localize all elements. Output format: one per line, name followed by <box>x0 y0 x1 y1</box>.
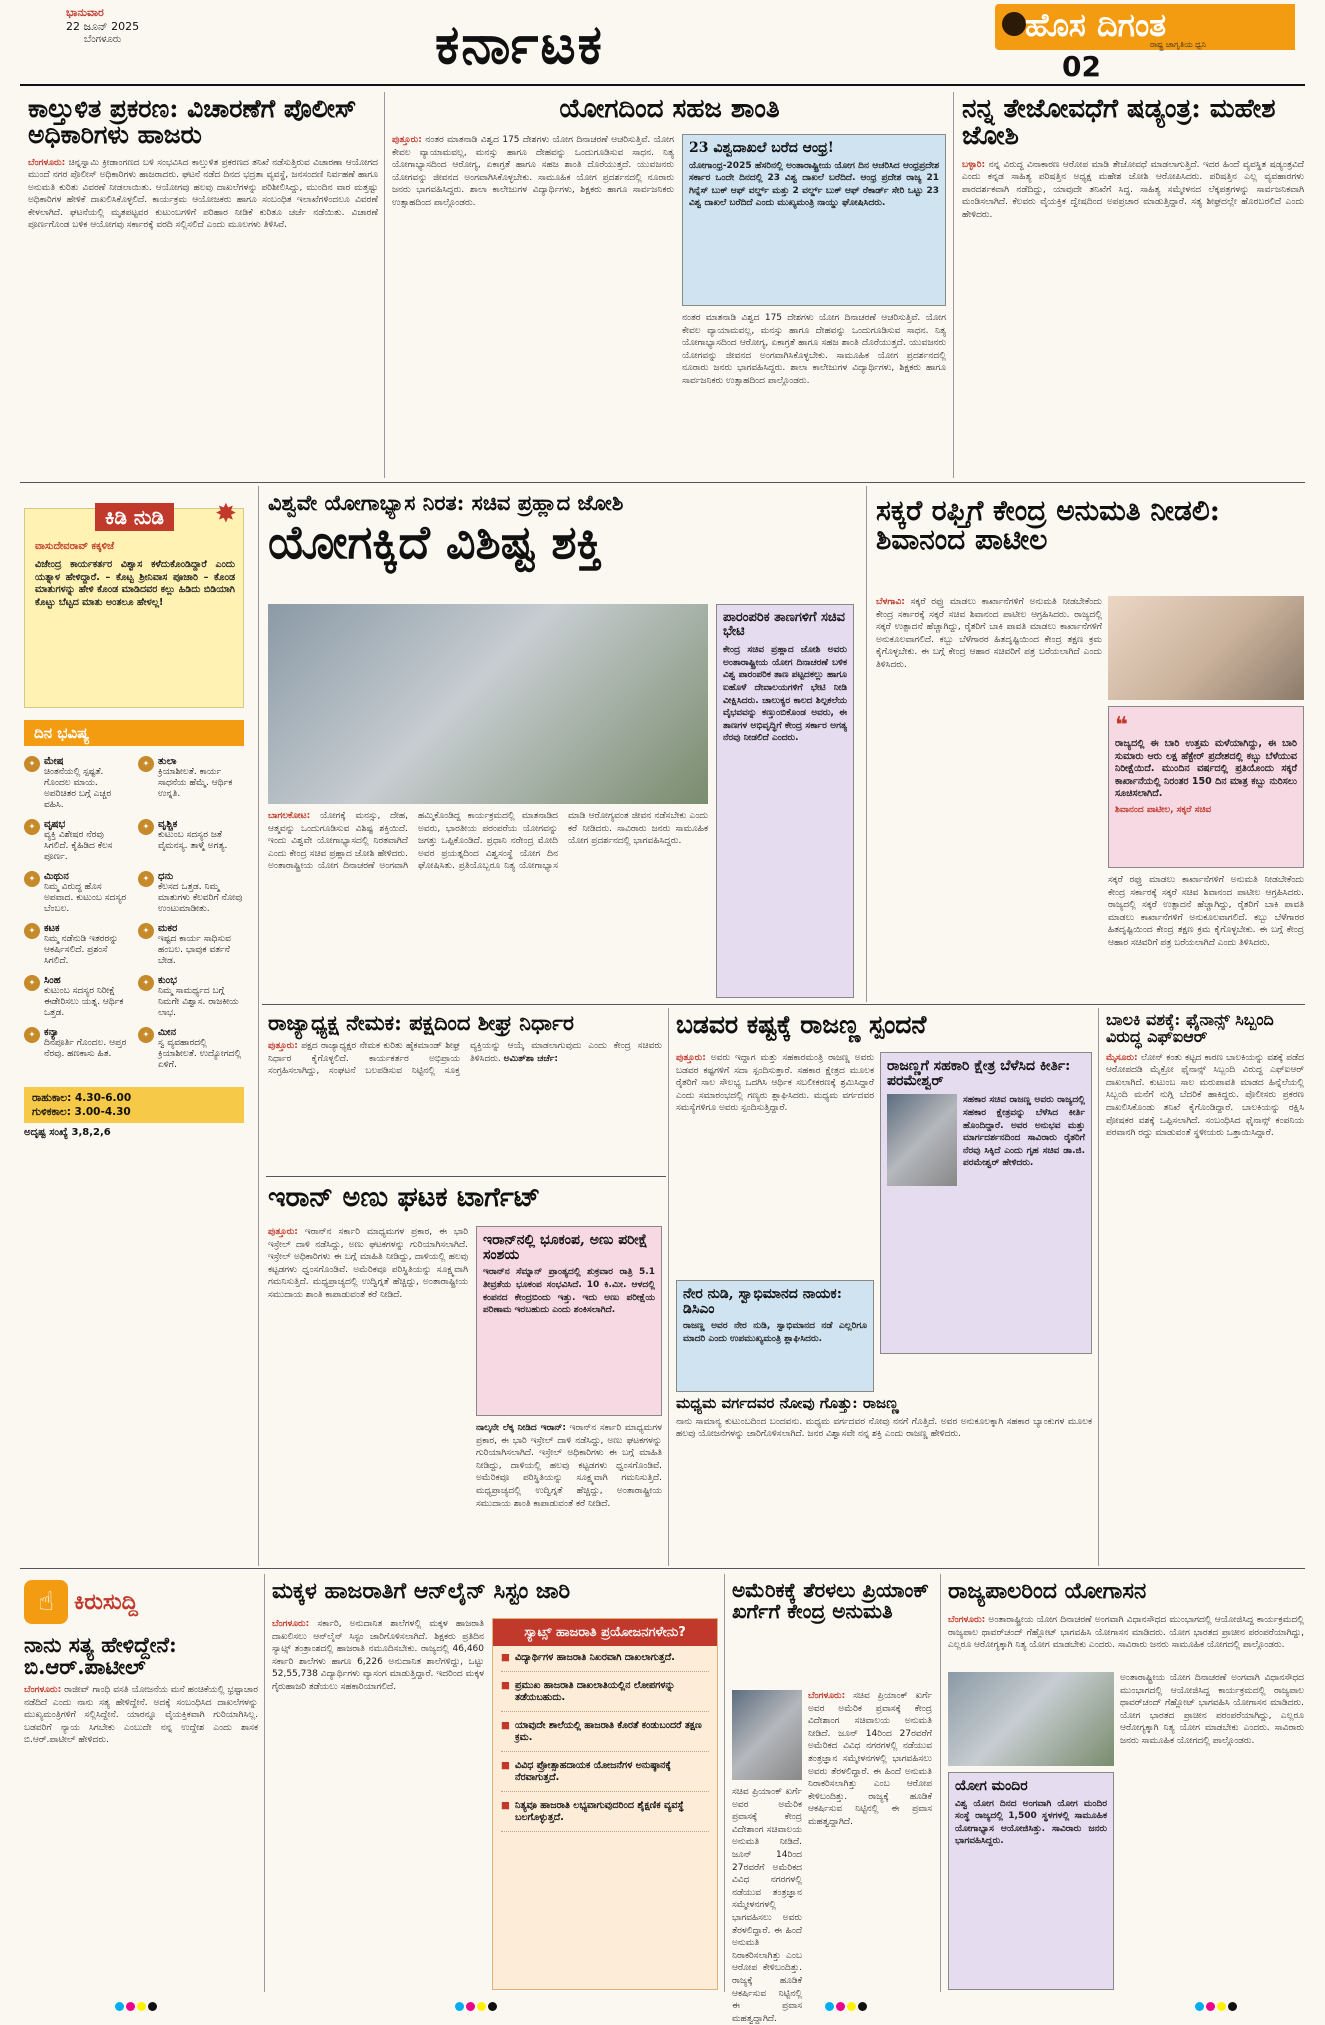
yoga-mandir-box <box>948 1772 1114 1990</box>
sign-text <box>44 975 130 1019</box>
box-body: ಸಹಕಾರ ಸಚಿವ ರಾಜಣ್ಣ ಅವರು ರಾಜ್ಯದಲ್ಲಿ ಸಹಕಾರ ಕ್ಷೇತ್ರವನ್ನು ಬೆಳೆಸಿದ ಕೀರ್ತಿ ಹೊಂದಿದ್ದಾರೆ. ಅವರ ಅನುಭವ ಮತ್ತು ಮಾರ್ಗದರ್ಶನದಿಂದ ಸಾವಿರಾರು ರೈತರಿಗೆ ನೆರವು ಸಿಕ್ಕಿದೆ ಎಂದು ಗೃಹ ಸಚಿವ ಡಾ.ಜಿ. ಪರಮೇಶ್ವರ್ ಹೇಳಿದರು. <box>963 1095 1085 1169</box>
divider <box>940 1574 941 1992</box>
article-body <box>28 157 378 471</box>
article-body <box>1106 1052 1304 1552</box>
body-text: ಚಿನ್ನಸ್ವಾಮಿ ಕ್ರೀಡಾಂಗಣದ ಬಳಿ ಸಂಭವಿಸಿದ ಕಾಲ್ತುಳಿತ ಪ್ರಕರಣದ ತನಿಖೆ ನಡೆಸುತ್ತಿರುವ ವಿಚಾರಣಾ ಆಯೋಗದ ಮುಂದೆ ನಗರ ಪೊಲೀಸ್ ಅಧಿಕಾರಿಗಳು ಹಾಜರಾದರು. ಘಟನೆ ನಡೆದ ದಿನದ ಭದ್ರತಾ ವ್ಯವಸ್ಥೆ, ಜನಸಂದಣಿ ನಿರ್ವಹಣೆ ಹಾಗೂ ಅನುಮತಿ ಕುರಿತು ವಿವರಣೆ ನೀಡಲಾಯಿತು. ಆಯೋಗವು ಹಲವು ದಾಖಲೆಗಳನ್ನು ಪರಿಶೀಲಿಸಿದ್ದು, ಮುಂದಿನ ವಾರ ಮತ್ತಷ್ಟು ಅಧಿಕಾರಿಗಳ ಹೇಳಿಕೆ ದಾಖಲಿಸಿಕೊಳ್ಳಲಿದೆ. ಕಾರ್ಯಕ್ರಮ ಆಯೋಜಕರು ಹಾಗೂ ಸಂಬಂಧಿತ ಇಲಾಖೆಗಳಿಂದಲೂ ವಿವರಣೆ ಕೇಳಲಾಗಿದೆ. ಘಟನೆಯಲ್ಲಿ ಮೃತಪಟ್ಟವರ ಕುಟುಂಬಗಳಿಗೆ ಪರಿಹಾರ ನೀಡಿಕೆ ಕುರಿತೂ ಚರ್ಚೆ ನಡೆಯಿತು. ವಿಚಾರಣೆ ಪೂರ್ಣಗೊಂಡ ಬಳಿಕ ಆಯೋಗವು ಸರ್ಕಾರಕ್ಕೆ ವರದಿ ಸಲ್ಲಿಸಲಿದೆ ಎಂದು ಮೂಲಗಳು ತಿಳಿಸಿವೆ. <box>28 157 378 231</box>
gulikakala: ಗುಳಿಕಕಾಲ: 3.00-4.30 <box>32 1106 131 1118</box>
body-text: ನನ್ನ ವಿರುದ್ಧ ವಿನಾಕಾರಣ ಆರೋಪ ಮಾಡಿ ತೇಜೋವಧೆ ಮಾಡಲಾಗುತ್ತಿದೆ. ಇದರ ಹಿಂದೆ ವ್ಯವಸ್ಥಿತ ಷಡ್ಯಂತ್ರವಿದೆ ಎಂದು ಕನ್ನಡ ಸಾಹಿತ್ಯ ಪರಿಷತ್ತಿನ ಅಧ್ಯಕ್ಷ ಮಹೇಶ ಜೋಶಿ ಆರೋಪಿಸಿದರು. ಪರಿಷತ್ತಿನ ಎಲ್ಲ ವ್ಯವಹಾರಗಳು ಪಾರದರ್ಶಕವಾಗಿ ನಡೆದಿದ್ದು, ಯಾವುದೇ ತನಿಖೆಗೆ ಸಿದ್ಧ. ಸಾಹಿತ್ಯ ಸಮ್ಮೇಳನದ ಲೆಕ್ಕಪತ್ರಗಳನ್ನು ಸಾರ್ವಜನಿಕವಾಗಿ ಮಂಡಿಸಲಾಗಿದೆ. ಕೆಲವರು ವೈಯಕ್ತಿಕ ದ್ವೇಷದಿಂದ ಅಪಪ್ರಚಾರ ಮಾಡುತ್ತಿದ್ದಾರೆ. ಸತ್ಯ ಶೀಘ್ರದಲ್ಲೇ ಹೊರಬರಲಿದೆ ಎಂದು ಹೇಳಿದರು. <box>962 159 1304 220</box>
sign-name: ಸಿಂಹ <box>44 975 61 986</box>
article-body <box>962 159 1304 459</box>
kidi-nudi-body: ವಿಜೇಂದ್ರ ಕಾರ್ಯಕರ್ತರ ವಿಶ್ವಾಸ ಕಳೆದುಕೊಂಡಿದ್ದಾರೆ ಎಂದು ಯತ್ನಾಳ ಹೇಳಿದ್ದಾರೆ. – ಕೊಟ್ಟ ಶ್ರೀನಿವಾಸ ಪೂಜಾರಿ – ಕೊಂಡ ಮಾತುಗಳನ್ನು ಹೇಳಿ ಕೊಂಡ ಮಾಡಿದವರ ಕಲ್ಲು ಹಿಡಿದು ಬಿಡಿಯಾಗಿ ಕೊಟ್ಟು ಬೆಟ್ಟದ ಮಾತು ಅಂತಲೂ ಹೇಳಲ್ಲ! <box>35 559 235 608</box>
magenta-dot <box>836 2002 845 2011</box>
horoscope-sign <box>24 819 130 863</box>
article-child <box>1106 1012 1304 1552</box>
headline: ರಾಜ್ಯಾಧ್ಯಕ್ಷ ನೇಮಕ: ಪಕ್ಷದಿಂದ ಶೀಘ್ರ ನಿರ್ಧಾರ <box>268 1010 574 1035</box>
check-icon: ■ <box>501 1799 510 1811</box>
sign-text <box>44 923 130 967</box>
quote-icon: ❝ <box>1115 713 1128 738</box>
dateline: ಪುತ್ತೂರು: <box>392 135 422 145</box>
benefit-item <box>501 1680 709 1712</box>
dateline: ಬೆಂಗಳೂರು: <box>948 1615 986 1625</box>
horoscope-panel <box>24 720 244 1540</box>
sign-forecast: ವ್ಯಕ್ತಿ ವಿಶೇಷರ ನೆರವು ಸಿಗಲಿದೆ. ಕೈಹಿಡಿದ ಕೆಲಸ ಪೂರ್ಣ. <box>44 830 113 862</box>
benefit-text: ಯಾವುದೇ ಶಾಲೆಯಲ್ಲಿ ಹಾಜರಾತಿ ಕೊರತೆ ಕಂಡುಬಂದರೆ ತಕ್ಷಣ ಕ್ರಮ. <box>514 1719 702 1743</box>
paper-tagline: ರಾಷ್ಟ್ರ ಜಾಗೃತಿಯ ಧ್ವನಿ <box>1150 40 1207 49</box>
cyan-dot <box>825 2002 834 2011</box>
zodiac-icon: ✦ <box>138 923 154 939</box>
article-body <box>268 1226 468 1546</box>
sign-forecast: ಚಿಂತನೆಯಲ್ಲಿ ಸ್ಪಷ್ಟತೆ. ಗೊಂದಲ ಮಾಯ. ಅಪರಿಚಿತರ ಬಗ್ಗೆ ಎಚ್ಚರ ವಹಿಸಿ. <box>44 767 112 810</box>
zodiac-icon: ✦ <box>138 756 154 772</box>
check-icon: ■ <box>501 1679 510 1691</box>
headline: ರಾಜ್ಯಪಾಲರಿಂದ ಯೋಗಾಸನ <box>948 1578 1147 1604</box>
headline: ಸಕ್ಕರೆ ರಫ್ತಿಗೆ ಕೇಂದ್ರ ಅನುಮತಿ ನೀಡಲಿ: ಶಿವಾನಂದ ಪಾಟೀಲ <box>876 494 1221 557</box>
body-text: ಲೋನ್ ಕಂತು ಕಟ್ಟದ ಕಾರಣ ಬಾಲಕಿಯನ್ನು ವಶಕ್ಕೆ ಪಡೆದ ಆರೋಪದಡಿ ಮೈಕ್ರೋ ಫೈನಾನ್ಸ್ ಸಿಬ್ಬಂದಿ ವಿರುದ್ಧ ಎಫ್‌ಐಆರ್ ದಾಖಲಾಗಿದೆ. ಕುಟುಂಬ ಸಾಲ ಮರುಪಾವತಿ ಮಾಡದ ಹಿನ್ನೆಲೆಯಲ್ಲಿ ಸಿಬ್ಬಂದಿ ಮನೆಗೆ ನುಗ್ಗಿ ಬೆದರಿಕೆ ಹಾಕಿದ್ದರು. ಪೊಲೀಸರು ಪ್ರಕರಣ ದಾಖಲಿಸಿಕೊಂಡು ತನಿಖೆ ಕೈಗೊಂಡಿದ್ದಾರೆ. ಬಾಲಕಿಯನ್ನು ರಕ್ಷಿಸಿ ಪೋಷಕರ ವಶಕ್ಕೆ ಒಪ್ಪಿಸಲಾಗಿದೆ. ಸಂಬಂಧಿಸಿದ ಫೈನಾನ್ಸ್ ಕಂಪನಿಯ ಪರವಾನಗಿ ರದ್ದು ಮಾಡುವಂತೆ ಸ್ಥಳೀಯರು ಒತ್ತಾಯಿಸಿದ್ದಾರೆ. <box>1106 1052 1304 1139</box>
header-date-block <box>66 6 176 34</box>
black-dot <box>1228 2002 1237 2011</box>
box-title: ಯೋಗ ಮಂದಿರ <box>955 1778 1028 1794</box>
section-title: ಕಿರುಸುದ್ದಿ <box>74 1589 138 1615</box>
article-body <box>948 1614 1304 1668</box>
quote-author: ಶಿವಾನಂದ ಪಾಟೀಲ, ಸಕ್ಕರೆ ಸಚಿವ <box>1115 804 1212 815</box>
sign-forecast: ನಿಮ್ಮ ಸಾಮರ್ಥ್ಯದ ಬಗ್ಗೆ ನಿಮಗೇ ವಿಶ್ವಾಸ. ರಾಜಕೀಯ ಲಾಭ. <box>158 986 239 1018</box>
benefit-text: ನಿತ್ಯವೂ ಹಾಜರಾತಿ ಲಭ್ಯವಾಗುವುದರಿಂದ ಶೈಕ್ಷಣಿಕ ವ್ಯವಸ್ಥೆ ಬಲಗೊಳ್ಳುತ್ತದೆ. <box>514 1799 684 1823</box>
divider <box>258 486 259 1566</box>
sign-name: ಧನು <box>158 871 174 882</box>
box-title: ಇರಾನ್‌ನಲ್ಲಿ ಭೂಕಂಪ, ಅಣು ಪರೀಕ್ಷೆ ಸಂಶಯ <box>483 1232 648 1263</box>
dateline: ಪುತ್ತೂರು: <box>268 1227 298 1237</box>
article-middle-class <box>676 1396 1092 1542</box>
divider <box>724 1574 725 1992</box>
cyan-dot <box>455 2002 464 2011</box>
sign-name: ಮೀನ <box>158 1027 176 1038</box>
sign-forecast: ಕುಟುಂಬ ಸದಸ್ಯರ ನಿರೀಕ್ಷೆ ಈಡೇರಿಸಲು ಯತ್ನ. ಆರ್ಥಿಕ ಒತ್ತಡ. <box>44 986 124 1018</box>
row-rule <box>266 1176 666 1177</box>
body-text: ಅವರು ಇದ್ದಾಗ ಮತ್ತು ಸಹಕಾರಮಂತ್ರಿ ರಾಜಣ್ಣ ಅವರು ಬಡವರ ಕಷ್ಟಗಳಿಗೆ ಸದಾ ಸ್ಪಂದಿಸುತ್ತಾರೆ. ಸಹಕಾರ ಕ್ಷೇತ್ರದ ಮೂಲಕ ರೈತರಿಗೆ ಸಾಲ ಸೌಲಭ್ಯ ಒದಗಿಸಿ ಆರ್ಥಿಕ ಸಬಲೀಕರಣಕ್ಕೆ ಶ್ರಮಿಸಿದ್ದಾರೆ ಎಂದು ಸಮಾರಂಭದಲ್ಲಿ ಗಣ್ಯರು ಶ್ಲಾಘಿಸಿದರು. ಮಧ್ಯಮ ವರ್ಗದವರ ಸಮಸ್ಯೆಗಳಿಗೂ ಅವರು ಸ್ಪಂದಿಸುತ್ತಿದ್ದಾರೆ. <box>676 1053 874 1114</box>
sign-forecast: ಕ್ರಿಯಾಶೀಲತೆ. ಕಾರ್ಯ ಸಾಧನೆಯ ಹೆಮ್ಮೆ. ಆರ್ಥಿಕ ಉನ್ನತಿ. <box>158 767 233 799</box>
subheadline: ಮಧ್ಯಮ ವರ್ಗದವರ ನೋವು ಗೊತ್ತು: ರಾಜಣ್ಣ <box>676 1394 899 1412</box>
sign-text <box>44 819 130 863</box>
cyan-dot <box>1195 2002 1204 2011</box>
sign-name: ವೃಷಭ <box>44 819 66 830</box>
article-body <box>268 810 708 1000</box>
header-day: ಭಾನುವಾರ <box>66 6 104 19</box>
body-text: ಯೋಗಕ್ಕೆ ಮನಸ್ಸು, ದೇಹ, ಆತ್ಮವನ್ನು ಒಂದುಗೂಡಿಸುವ ವಿಶಿಷ್ಟ ಶಕ್ತಿಯಿದೆ. ಇಂದು ವಿಶ್ವವೇ ಯೋಗಾಭ್ಯಾಸದಲ್ಲಿ ನಿರತವಾಗಿದೆ ಎಂದು ಕೇಂದ್ರ ಸಚಿವ ಪ್ರಹ್ಲಾದ ಜೋಶಿ ಹೇಳಿದರು. ಅಂತಾರಾಷ್ಟ್ರೀಯ ಯೋಗ ದಿನಾಚರಣೆ ಅಂಗವಾಗಿ ಹಮ್ಮಿಕೊಂಡಿದ್ದ ಕಾರ್ಯಕ್ರಮದಲ್ಲಿ ಮಾತನಾಡಿದ ಅವರು, ಭಾರತೀಯ ಪರಂಪರೆಯ ಯೋಗವನ್ನು ಜಗತ್ತು ಒಪ್ಪಿಕೊಂಡಿದೆ. ಪ್ರಧಾನಿ ನರೇಂದ್ರ ಮೋದಿ ಅವರ ಪ್ರಯತ್ನದಿಂದ ವಿಶ್ವಸಂಸ್ಥೆ ಯೋಗ ದಿನ ಘೋಷಿಸಿತು. ಪ್ರತಿಯೊಬ್ಬರೂ ನಿತ್ಯ ಯೋಗಾಭ್ಯಾಸ ಮಾಡಿ ಆರೋಗ್ಯವಂತ ಜೀವನ ನಡೆಸಬೇಕು ಎಂದು ಕರೆ ನೀಡಿದರು. ಸಾವಿರಾರು ಜನರು ಸಾಮೂಹಿಕ ಯೋಗ ಪ್ರದರ್ಶನದಲ್ಲಿ ಭಾಗವಹಿಸಿದ್ದರು. <box>268 811 708 872</box>
article-joshi <box>962 96 1304 459</box>
body-text: ಇರಾನ್‌ನ ಸರ್ಕಾರಿ ಮಾಧ್ಯಮಗಳ ಪ್ರಕಾರ, ಈ ಭಾರಿ ಇಸ್ರೇಲ್ ದಾಳಿ ನಡೆಸಿದ್ದು, ಅಣು ಘಟಕಗಳನ್ನು ಗುರಿಯಾಗಿಸಲಾಗಿದೆ. ಇಸ್ರೇಲ್ ಅಧಿಕಾರಿಗಳು ಈ ಬಗ್ಗೆ ಮಾಹಿತಿ ನೀಡಿದ್ದು, ದಾಳಿಯಲ್ಲಿ ಹಲವು ಕಟ್ಟಡಗಳು ಧ್ವಂಸಗೊಂಡಿವೆ. ಅಮೆರಿಕವೂ ಪರಿಸ್ಥಿತಿಯನ್ನು ಸೂಕ್ಷ್ಮವಾಗಿ ಗಮನಿಸುತ್ತಿದೆ. ಮಧ್ಯಪ್ರಾಚ್ಯದಲ್ಲಿ ಉದ್ವಿಗ್ನತೆ ಹೆಚ್ಚಿದ್ದು, ಅಂತಾರಾಷ್ಟ್ರೀಯ ಸಮುದಾಯ ಶಾಂತಿ ಕಾಪಾಡುವಂತೆ ಕರೆ ನೀಡಿದೆ. <box>268 1227 468 1300</box>
kharge-photo <box>732 1690 802 1780</box>
horoscope-title: ದಿನ ಭವಿಷ್ಯ <box>24 720 244 746</box>
headline: ಮಕ್ಕಳ ಹಾಜರಾತಿಗೆ ಆನ್‌ಲೈನ್ ಸಿಸ್ಟಂ ಜಾರಿ <box>272 1578 571 1604</box>
headline: ಕಾಲ್ತುಳಿತ ಪ್ರಕರಣ: ವಿಚಾರಣೆಗೆ ಪೊಲೀಸ್ ಅಧಿಕಾರಿಗಳು ಹಾಜರು <box>28 94 357 150</box>
benefits-list <box>493 1646 717 1846</box>
benefit-text: ವಿದ್ಯಾರ್ಥಿಗಳ ಹಾಜರಾತಿ ನಿಖರವಾಗಿ ದಾಖಲಾಗುತ್ತದೆ. <box>514 1652 675 1663</box>
black-dot <box>858 2002 867 2011</box>
row-rule <box>20 1568 1305 1569</box>
header-city: ಬೆಂಗಳೂರು <box>84 34 122 45</box>
sign-name: ಕನ್ಯಾ <box>44 1027 59 1038</box>
box-title: ಪಾರಂಪರಿಕ ತಾಣಗಳಿಗೆ ಸಚಿವ ಭೇಟಿ <box>723 610 846 639</box>
article-body <box>272 1618 484 1990</box>
article-iran <box>268 1184 662 1212</box>
sign-forecast: ಕೆಲಸದ ಒತ್ತಡ. ನಿಮ್ಮ ಮಾತುಗಳು ಕೆಲವರಿಗೆ ನೋವು ಉಂಟುಮಾಡೀತು. <box>158 882 243 914</box>
black-dot <box>148 2002 157 2011</box>
horoscope-sign <box>24 923 130 967</box>
governor-yoga-photo <box>948 1672 1114 1766</box>
article-body <box>876 596 1102 996</box>
timings-box <box>24 1087 244 1123</box>
body-text: ಸರ್ಕಾರಿ, ಅನುದಾನಿತ ಶಾಲೆಗಳಲ್ಲಿ ಮಕ್ಕಳ ಹಾಜರಾತಿ ದಾಖಲಿಸಲು ಆನ್‌ಲೈನ್ ಸಿಸ್ಟಂ ಜಾರಿಗೊಳಿಸಲಾಗಿದೆ. ಶಿಕ್ಷಕರು ಪ್ರತಿದಿನ ಸ್ಯಾಟ್ಸ್ ತಂತ್ರಾಂಶದಲ್ಲಿ ಹಾಜರಾತಿ ನಮೂದಿಸಬೇಕು. ರಾಜ್ಯದಲ್ಲಿ 46,460 ಸರ್ಕಾರಿ ಶಾಲೆಗಳು ಹಾಗೂ 6,226 ಅನುದಾನಿತ ಶಾಲೆಗಳಿದ್ದು, ಒಟ್ಟು 52,55,738 ವಿದ್ಯಾರ್ಥಿಗಳು ವ್ಯಾಸಂಗ ಮಾಡುತ್ತಿದ್ದಾರೆ. ಇದರಿಂದ ಮಕ್ಕಳ ಗೈರುಹಾಜರಿ ತಡೆಯಲು ಸಹಕಾರಿಯಾಗಲಿದೆ. <box>272 1619 484 1692</box>
headline: ಯೋಗಕ್ಕಿದೆ ವಿಶಿಷ್ಟ ಶಕ್ತಿ <box>268 515 603 570</box>
article-body-cont: ಅಂತಾರಾಷ್ಟ್ರೀಯ ಯೋಗ ದಿನಾಚರಣೆ ಅಂಗವಾಗಿ ವಿಧಾನಸೌಧದ ಮುಂಭಾಗದಲ್ಲಿ ಆಯೋಜಿಸಿದ್ದ ಕಾರ್ಯಕ್ರಮದಲ್ಲಿ ರಾಜ್ಯಪಾಲ ಥಾವರ್‌ಚಂದ್ ಗೆಹ್ಲೋಟ್ ಭಾಗವಹಿಸಿ ಯೋಗಾಸನ ಮಾಡಿದರು. ಯೋಗ ಭಾರತದ ಪ್ರಾಚೀನ ಪರಂಪರೆಯಾಗಿದ್ದು, ಎಲ್ಲರೂ ಆರೋಗ್ಯಕ್ಕಾಗಿ ನಿತ್ಯ ಯೋಗ ಮಾಡಬೇಕು ಎಂದರು. ಸಾವಿರಾರು ಜನರು ಸಾಮೂಹಿಕ ಯೋಗದಲ್ಲಿ ಪಾಲ್ಗೊಂಡರು. <box>1120 1673 1304 1746</box>
box-title: ನೇರ ನುಡಿ, ಸ್ವಾಭಿಮಾನದ ನಾಯಕ: ಡಿಸಿಎಂ <box>683 1286 842 1317</box>
article-body <box>808 1690 932 1990</box>
check-icon: ■ <box>501 1719 510 1731</box>
benefit-text: ಪ್ರಮುಖ ಹಾಜರಾತಿ ದಾಖಲಾತಿಯಲ್ಲಿನ ಲೋಪಗಳನ್ನು ತಡೆಯಬಹುದು. <box>514 1679 676 1703</box>
sign-name: ಕಟಕ <box>44 923 60 934</box>
article-kharge <box>732 1580 932 1622</box>
headline: ಇರಾನ್ ಅಣು ಘಟಕ ಟಾರ್ಗೆಟ್ <box>268 1182 541 1213</box>
dcm-box <box>676 1280 874 1392</box>
sign-forecast: ಇಷ್ಟದ ಕಾರ್ಯ ಸಾಧಿಸುವ ಹಂಬಲ. ಭಾವುಕ ವರ್ತನೆ ಬೇಡ. <box>158 934 231 966</box>
body-text: ರಾಜೀವ್ ಗಾಂಧಿ ವಸತಿ ಯೋಜನೆಯ ಮನೆ ಹಂಚಿಕೆಯಲ್ಲಿ ಭ್ರಷ್ಟಾಚಾರ ನಡೆದಿದೆ ಎಂದು ನಾನು ಸತ್ಯ ಹೇಳಿದ್ದೇನೆ. ಅದಕ್ಕೆ ಸಂಬಂಧಿಸಿದ ದಾಖಲೆಗಳನ್ನು ಮುಖ್ಯಮಂತ್ರಿಗಳಿಗೆ ಸಲ್ಲಿಸಿದ್ದೇನೆ. ಯಾರನ್ನೂ ವೈಯಕ್ತಿಕವಾಗಿ ಗುರಿಯಾಗಿಸಿಲ್ಲ. ಬಡವರಿಗೆ ನ್ಯಾಯ ಸಿಗಬೇಕು ಎಂಬುದೇ ನನ್ನ ಉದ್ದೇಶ ಎಂದು ಶಾಸಕ ಬಿ.ಆರ್.ಪಾಟೀಲ್ ಹೇಳಿದರು. <box>24 1685 258 1746</box>
sign-name: ತುಲಾ <box>158 756 177 767</box>
sign-text <box>158 923 244 967</box>
horoscope-sign <box>24 756 130 811</box>
article-sugar <box>876 496 1304 555</box>
headline: ಅಮೆರಿಕಕ್ಕೆ ತೆರಳಲು ಪ್ರಿಯಾಂಕ್ ಖರ್ಗೆಗೆ ಕೇಂದ್ರ ಅನುಮತಿ <box>732 1578 929 1623</box>
article-body-cont: ಸಚಿವ ಪ್ರಿಯಾಂಕ್ ಖರ್ಗೆ ಅವರ ಅಮೆರಿಕ ಪ್ರವಾಸಕ್ಕೆ ಕೇಂದ್ರ ವಿದೇಶಾಂಗ ಸಚಿವಾಲಯ ಅನುಮತಿ ನೀಡಿದೆ. ಜೂನ್ 14ರಿಂದ 27ರವರೆಗೆ ಅಮೆರಿಕದ ವಿವಿಧ ನಗರಗಳಲ್ಲಿ ನಡೆಯುವ ತಂತ್ರಜ್ಞಾನ ಸಮ್ಮೇಳನಗಳಲ್ಲಿ ಭಾಗವಹಿಸಲು ಅವರು ತೆರಳಲಿದ್ದಾರೆ. ಈ ಹಿಂದೆ ಅನುಮತಿ ನಿರಾಕರಿಸಲಾಗಿತ್ತು ಎಂಬ ಆರೋಪ ಕೇಳಿಬಂದಿತ್ತು. ರಾಜ್ಯಕ್ಕೆ ಹೂಡಿಕೆ ಆಕರ್ಷಿಸುವ ನಿಟ್ಟಿನಲ್ಲಿ ಈ ಪ್ರವಾಸ ಮಹತ್ವದ್ದಾಗಿದೆ. <box>732 1787 802 2024</box>
dateline: ಬಾಗಲಕೋಟ: <box>268 811 311 821</box>
article-body-cont <box>476 1422 662 1546</box>
yellow-dot <box>137 2002 146 2011</box>
article-body <box>24 1684 258 1944</box>
subhead: ಅಮಿತ್‌ಶಾ ಚರ್ಚೆ: <box>503 1053 559 1064</box>
sign-text <box>44 756 130 811</box>
dateline: ಬೆಂಗಳೂರು: <box>28 157 66 168</box>
body-text: ಪಕ್ಷದ ರಾಜ್ಯಾಧ್ಯಕ್ಷರ ನೇಮಕ ಕುರಿತು ಹೈಕಮಾಂಡ್ ಶೀಘ್ರ ನಿರ್ಧಾರ ಕೈಗೊಳ್ಳಲಿದೆ. ಕಾರ್ಯಕರ್ತರ ಅಭಿಪ್ರಾಯ ಸಂಗ್ರಹಿಸಲಾಗಿದ್ದು, ಸಂಘಟನೆ ಬಲಪಡಿಸುವ ನಿಟ್ಟಿನಲ್ಲಿ ಸೂಕ್ತ ವ್ಯಕ್ತಿಯನ್ನು ಆಯ್ಕೆ ಮಾಡಲಾಗುವುದು ಎಂದು ಕೇಂದ್ರ ಸಚಿವರು ತಿಳಿಸಿದರು. <box>268 1041 662 1077</box>
article-body <box>268 1040 662 1158</box>
dateline: ಬೆಂಗಳೂರು: <box>272 1619 310 1629</box>
sign-forecast: ನಿಮ್ಮ ವಿರುದ್ಧ ಹೊಸ ಅಪವಾದ. ಕುಟುಂಬ ಸದಸ್ಯರ ಬೆಂಬಲ. <box>44 882 127 914</box>
article-body: ನಾನು ಸಾಮಾನ್ಯ ಕುಟುಂಬದಿಂದ ಬಂದವನು. ಮಧ್ಯಮ ವರ್ಗದವರ ನೋವು ನನಗೆ ಗೊತ್ತಿದೆ. ಅವರ ಅನುಕೂಲಕ್ಕಾಗಿ ಸಹಕಾರ ಬ್ಯಾಂಕುಗಳ ಮೂಲಕ ಹಲವು ಯೋಜನೆಗಳನ್ನು ಜಾರಿಗೊಳಿಸಲಾಗಿದೆ. ಜನರ ವಿಶ್ವಾಸವೇ ನನ್ನ ಶಕ್ತಿ ಎಂದು ರಾಜಣ್ಣ ಹೇಳಿದರು. <box>676 1416 1092 1440</box>
horoscope-sign <box>24 975 130 1019</box>
divider <box>866 486 867 1002</box>
rahukala: ರಾಹುಕಾಲ: 4.30-6.00 <box>32 1092 132 1104</box>
yellow-dot <box>847 2002 856 2011</box>
divider <box>953 92 954 478</box>
andhra-record-box <box>682 134 946 306</box>
sign-text <box>158 975 244 1019</box>
horoscope-sign <box>138 975 244 1019</box>
parameshwar-photo <box>887 1094 957 1186</box>
sign-name: ಮೇಷ <box>44 756 64 767</box>
body-text: ನಂತರ ಮಾತನಾಡಿ ವಿಶ್ವದ 175 ದೇಶಗಳು ಯೋಗ ದಿನಾಚರಣೆ ಆಚರಿಸುತ್ತಿವೆ. ಯೋಗ ಕೇವಲ ವ್ಯಾಯಾಮವಲ್ಲ, ಮನಸ್ಸು ಹಾಗೂ ದೇಹವನ್ನು ಒಂದುಗೂಡಿಸುವ ಸಾಧನ. ನಿತ್ಯ ಯೋಗಾಭ್ಯಾಸದಿಂದ ಆರೋಗ್ಯ, ಏಕಾಗ್ರತೆ ಹಾಗೂ ಸಹಜ ಶಾಂತಿ ದೊರೆಯುತ್ತದೆ. ಯುವಜನರು ಯೋಗವನ್ನು ಜೀವನದ ಅಂಗವಾಗಿಸಿಕೊಳ್ಳಬೇಕು. ಸಾಮೂಹಿಕ ಯೋಗ ಪ್ರದರ್ಶನದಲ್ಲಿ ನೂರಾರು ಜನರು ಭಾಗವಹಿಸಿದ್ದರು. ಶಾಲಾ ಕಾಲೇಜುಗಳ ವಿದ್ಯಾರ್ಥಿಗಳು, ಶಿಕ್ಷಕರು ಹಾಗೂ ಸಾರ್ವಜನಿಕರು ಉತ್ಸಾಹದಿಂದ ಪಾಲ್ಗೊಂಡರು. <box>392 135 674 208</box>
sign-text <box>44 1027 130 1060</box>
spark-icon: ✸ <box>215 499 237 529</box>
header-rule <box>20 84 1305 86</box>
yellow-dot <box>477 2002 486 2011</box>
lucky-number: ಅದೃಷ್ಟ ಸಂಖ್ಯೆ 3,8,2,6 <box>24 1127 111 1138</box>
zodiac-icon: ✦ <box>138 819 154 835</box>
row-rule <box>20 482 1305 483</box>
header-date: 22 ಜೂನ್ 2025 <box>66 20 140 33</box>
sign-forecast: ಕುಟುಂಬ ಸದಸ್ಯರ ಜತೆ ವೈಮನಸ್ಯ. ತಾಳ್ಮೆ ಅಗತ್ಯ. <box>158 830 228 851</box>
sign-name: ಕುಂಭ <box>158 975 177 986</box>
hand-icon: ☝ <box>24 1580 68 1624</box>
headline: ಬಾಲಕಿ ವಶಕ್ಕೆ: ಫೈನಾನ್ಸ್ ಸಿಬ್ಬಂದಿ ವಿರುದ್ಧ ಎಫ್‌ಐಆರ್ <box>1106 1010 1274 1046</box>
dateline: ಮೈಸೂರು: <box>1106 1052 1138 1063</box>
box-body: ವಿಶ್ವ ಯೋಗ ದಿನದ ಅಂಗವಾಗಿ ಯೋಗ ಮಂದಿರ ಸಂಸ್ಥೆ ರಾಜ್ಯದಲ್ಲಿ 1,500 ಸ್ಥಳಗಳಲ್ಲಿ ಸಾಮೂಹಿಕ ಯೋಗಾಭ್ಯಾಸ ಆಯೋಜಿಸಿತ್ತು. ಸಾವಿರಾರು ಜನರು ಭಾಗವಹಿಸಿದ್ದರು. <box>955 1798 1107 1847</box>
article-attendance <box>272 1580 718 1603</box>
horoscope-sign <box>138 1027 244 1071</box>
horoscope-sign <box>138 756 244 811</box>
body-text: ಇರಾನ್‌ನ ಸರ್ಕಾರಿ ಮಾಧ್ಯಮಗಳ ಪ್ರಕಾರ, ಈ ಭಾರಿ ಇಸ್ರೇಲ್ ದಾಳಿ ನಡೆಸಿದ್ದು, ಅಣು ಘಟಕಗಳನ್ನು ಗುರಿಯಾಗಿಸಲಾಗಿದೆ. ಇಸ್ರೇಲ್ ಅಧಿಕಾರಿಗಳು ಈ ಬಗ್ಗೆ ಮಾಹಿತಿ ನೀಡಿದ್ದು, ದಾಳಿಯಲ್ಲಿ ಹಲವು ಕಟ್ಟಡಗಳು ಧ್ವಂಸಗೊಂಡಿವೆ. ಅಮೆರಿಕವೂ ಪರಿಸ್ಥಿತಿಯನ್ನು ಸೂಕ್ಷ್ಮವಾಗಿ ಗಮನಿಸುತ್ತಿದೆ. ಮಧ್ಯಪ್ರಾಚ್ಯದಲ್ಲಿ ಉದ್ವಿಗ್ನತೆ ಹೆಚ್ಚಿದ್ದು, ಅಂತಾರಾಷ್ಟ್ರೀಯ ಸಮುದಾಯ ಶಾಂತಿ ಕಾಪಾಡುವಂತೆ ಕರೆ ನೀಡಿದೆ. <box>476 1423 662 1509</box>
box-title: 23 ವಿಶ್ವದಾಖಲೆ ಬರೆದ ಆಂಧ್ರ! <box>689 140 834 156</box>
sign-forecast: ದಿನಪೂರ್ತಿ ಗೊಂದಲ. ಆಪ್ತರ ನೆರವು. ಹಣಕಾಸು ಹಿತ. <box>44 1038 127 1059</box>
dateline: ಪುತ್ತೂರು: <box>676 1053 706 1063</box>
horoscope-sign <box>24 1027 130 1071</box>
check-icon: ■ <box>501 1759 510 1771</box>
dateline: ಪುತ್ತೂರು: <box>268 1041 298 1052</box>
sign-text <box>44 871 130 915</box>
sign-forecast: ಸ್ವ ವ್ಯವಹಾರದಲ್ಲಿ ಕ್ರಿಯಾಶೀಲತೆ. ಉದ್ಯೋಗದಲ್ಲಿ ಏಳಿಗೆ. <box>158 1038 242 1070</box>
headline: ಯೋಗದಿಂದ ಸಹಜ ಶಾಂತಿ <box>559 94 780 124</box>
zodiac-icon: ✦ <box>24 819 40 835</box>
article-body-cont: ನಂತರ ಮಾತನಾಡಿ ವಿಶ್ವದ 175 ದೇಶಗಳು ಯೋಗ ದಿನಾಚರಣೆ ಆಚರಿಸುತ್ತಿವೆ. ಯೋಗ ಕೇವಲ ವ್ಯಾಯಾಮವಲ್ಲ, ಮನಸ್ಸು ಹಾಗೂ ದೇಹವನ್ನು ಒಂದುಗೂಡಿಸುವ ಸಾಧನ. ನಿತ್ಯ ಯೋಗಾಭ್ಯಾಸದಿಂದ ಆರೋಗ್ಯ, ಏಕಾಗ್ರತೆ ಹಾಗೂ ಸಹಜ ಶಾಂತಿ ದೊರೆಯುತ್ತದೆ. ಯುವಜನರು ಯೋಗವನ್ನು ಜೀವನದ ಅಂಗವಾಗಿಸಿಕೊಳ್ಳಬೇಕು. ಸಾಮೂಹಿಕ ಯೋಗ ಪ್ರದರ್ಶನದಲ್ಲಿ ನೂರಾರು ಜನರು ಭಾಗವಹಿಸಿದ್ದರು. ಶಾಲಾ ಕಾಲೇಜುಗಳ ವಿದ್ಯಾರ್ಥಿಗಳು, ಶಿಕ್ಷಕರು ಹಾಗೂ ಸಾರ್ವಜನಿಕರು ಉತ್ಸಾಹದಿಂದ ಪಾಲ್ಗೊಂಡರು. <box>682 313 946 386</box>
benefit-item <box>501 1760 709 1792</box>
kirusuddi-header <box>24 1580 258 1624</box>
divider <box>264 1574 265 1992</box>
sign-name: ಮಕರ <box>158 923 178 934</box>
benefit-item <box>501 1800 709 1832</box>
zodiac-icon: ✦ <box>138 871 154 887</box>
section-title: ಕರ್ನಾಟಕ <box>435 12 604 76</box>
article-custodial <box>28 96 378 471</box>
article-body <box>676 1052 874 1272</box>
minister-photo <box>1108 596 1304 700</box>
subhead: ನಾಲ್ಕನೇ ಲೆಕ್ಕ ನೀಡಿದ ಇರಾನ್: <box>476 1423 566 1433</box>
zodiac-icon: ✦ <box>24 923 40 939</box>
attendance-benefits-box <box>492 1618 718 1990</box>
divider <box>384 92 385 478</box>
article-kirusuddi <box>24 1580 258 1944</box>
article-governor <box>948 1580 1304 1603</box>
yellow-dot <box>1217 2002 1226 2011</box>
dateline: ಬೆಂಗಳೂರು: <box>808 1691 846 1701</box>
dateline: ಬೆಳಗಾವಿ: <box>876 597 905 607</box>
yoga-event-photo <box>268 604 708 804</box>
parameshwar-box <box>880 1052 1092 1354</box>
body-text: ಸಕ್ಕರೆ ರಫ್ತು ಮಾಡಲು ಕಾರ್ಖಾನೆಗಳಿಗೆ ಅನುಮತಿ ನೀಡಬೇಕೆಂದು ಕೇಂದ್ರ ಸರ್ಕಾರಕ್ಕೆ ಸಕ್ಕರೆ ಸಚಿವ ಶಿವಾನಂದ ಪಾಟೀಲ ಆಗ್ರಹಿಸಿದರು. ರಾಜ್ಯದಲ್ಲಿ ಸಕ್ಕರೆ ಉತ್ಪಾದನೆ ಹೆಚ್ಚಾಗಿದ್ದು, ರೈತರಿಗೆ ಬಾಕಿ ಪಾವತಿ ಮಾಡಲು ಕಾರ್ಖಾನೆಗಳಿಗೆ ಅನುಕೂಲವಾಗಲಿದೆ. ಕಬ್ಬು ಬೆಳೆಗಾರರ ಹಿತದೃಷ್ಟಿಯಿಂದ ಕೇಂದ್ರ ತಕ್ಷಣ ಕ್ರಮ ಕೈಗೊಳ್ಳಬೇಕು. ಈ ಬಗ್ಗೆ ಕೇಂದ್ರ ಆಹಾರ ಸಚಿವರಿಗೆ ಪತ್ರ ಬರೆಯಲಾಗಿದೆ ಎಂದು ತಿಳಿಸಿದರು. <box>876 597 1102 670</box>
horoscope-sign <box>24 871 130 915</box>
benefit-item <box>501 1720 709 1752</box>
headline: ನಾನು ಸತ್ಯ ಹೇಳಿದ್ದೇನೆ: ಬಿ.ಆರ್.ಪಾಟೀಲ್ <box>24 1632 177 1680</box>
dateline: ಬಳ್ಳಾರಿ: <box>962 159 986 170</box>
kidi-nudi-box <box>24 499 244 708</box>
article-poor <box>676 1012 1092 1038</box>
sign-name: ಮಿಥುನ <box>44 871 69 882</box>
zodiac-icon: ✦ <box>138 975 154 991</box>
article-yoga-peace <box>392 96 947 123</box>
box-body: ಕೇಂದ್ರ ಸಚಿವ ಪ್ರಹ್ಲಾದ ಜೋಶಿ ಅವರು ಅಂತಾರಾಷ್ಟ್ರೀಯ ಯೋಗ ದಿನಾಚರಣೆ ಬಳಿಕ ವಿಶ್ವ ಪಾರಂಪರಿಕ ತಾಣ ಪಟ್ಟದಕಲ್ಲು ಹಾಗೂ ಐಹೊಳೆ ದೇವಾಲಯಗಳಿಗೆ ಭೇಟಿ ನೀಡಿ ವೀಕ್ಷಿಸಿದರು. ಚಾಲುಕ್ಯರ ಕಾಲದ ಶಿಲ್ಪಕಲೆಯ ವೈಭವವನ್ನು ಕಣ್ತುಂಬಿಕೊಂಡ ಅವರು, ಈ ತಾಣಗಳ ಅಭಿವೃದ್ಧಿಗೆ ಕೇಂದ್ರ ಸರ್ಕಾರ ಅಗತ್ಯ ನೆರವು ನೀಡಲಿದೆ ಎಂದರು. <box>723 645 847 744</box>
headline: ನನ್ನ ತೇಜೋವಧೆಗೆ ಷಡ್ಯಂತ್ರ: ಮಹೇಶ ಜೋಶಿ <box>962 94 1276 152</box>
sign-text <box>158 871 244 915</box>
check-icon: ■ <box>501 1652 510 1663</box>
article-yogakkide <box>268 490 858 570</box>
benefit-item <box>501 1652 709 1672</box>
zodiac-icon: ✦ <box>138 1027 154 1043</box>
quote-text: ರಾಜ್ಯದಲ್ಲಿ ಈ ಬಾರಿ ಉತ್ತಮ ಮಳೆಯಾಗಿದ್ದು, ಈ ಬಾರಿ ಸುಮಾರು ಆರು ಲಕ್ಷ ಹೆಕ್ಟೇರ್ ಪ್ರದೇಶದಲ್ಲಿ ಕಬ್ಬು ಬೆಳೆಯುವ ನಿರೀಕ್ಷೆಯಿದೆ. ಮುಂದಿನ ವರ್ಷದಲ್ಲಿ ಪ್ರತಿಯೊಂದು ಸಕ್ಕರೆ ಕಾರ್ಖಾನೆಯಲ್ಲಿ ನಿರಂತರ 150 ದಿನ ಮಾತ್ರ ಕಬ್ಬು ನುರಿಸಲು ಸೂಚಿಸಲಾಗಿದೆ. <box>1115 738 1297 800</box>
body-text: ಸಚಿವ ಪ್ರಿಯಾಂಕ್ ಖರ್ಗೆ ಅವರ ಅಮೆರಿಕ ಪ್ರವಾಸಕ್ಕೆ ಕೇಂದ್ರ ವಿದೇಶಾಂಗ ಸಚಿವಾಲಯ ಅನುಮತಿ ನೀಡಿದೆ. ಜೂನ್ 14ರಿಂದ 27ರವರೆಗೆ ಅಮೆರಿಕದ ವಿವಿಧ ನಗರಗಳಲ್ಲಿ ನಡೆಯುವ ತಂತ್ರಜ್ಞಾನ ಸಮ್ಮೇಳನಗಳಲ್ಲಿ ಭಾಗವಹಿಸಲು ಅವರು ತೆರಳಲಿದ್ದಾರೆ. ಈ ಹಿಂದೆ ಅನುಮತಿ ನಿರಾಕರಿಸಲಾಗಿತ್ತು ಎಂಬ ಆರೋಪ ಕೇಳಿಬಂದಿತ್ತು. ರಾಜ್ಯಕ್ಕೆ ಹೂಡಿಕೆ ಆಕರ್ಷಿಸುವ ನಿಟ್ಟಿನಲ್ಲಿ ಈ ಪ್ರವಾಸ ಮಹತ್ವದ್ದಾಗಿದೆ. <box>808 1691 932 1827</box>
box-title: ರಾಜಣ್ಣಗೆ ಸಹಕಾರಿ ಕ್ಷೇತ್ರ ಬೆಳೆಸಿದ ಕೀರ್ತಿ: ಪರಮೇಶ್ವರ್ <box>887 1058 1071 1089</box>
kicker: ವಿಶ್ವವೇ ಯೋಗಾಭ್ಯಾಸ ನಿರತ: ಸಚಿವ ಪ್ರಹ್ಲಾದ ಜೋಶಿ <box>268 490 624 515</box>
sign-name: ವೃಶ್ಚಿಕ <box>158 819 178 830</box>
benefit-text: ವಿವಿಧ ಪ್ರೋತ್ಸಾಹದಾಯಕ ಯೋಜನೆಗಳ ಅನುಷ್ಠಾನಕ್ಕೆ ನೆರವಾಗುತ್ತದೆ. <box>514 1759 671 1783</box>
box-body: ಇರಾನ್‌ನ ಸೆಮ್ನಾನ್ ಪ್ರಾಂತ್ಯದಲ್ಲಿ ಶುಕ್ರವಾರ ರಾತ್ರಿ 5.1 ತೀವ್ರತೆಯ ಭೂಕಂಪ ಸಂಭವಿಸಿದೆ. 10 ಕಿ.ಮೀ. ಆಳದಲ್ಲಿ ಕಂಪನದ ಕೇಂದ್ರಬಿಂದು ಇತ್ತು. ಇದು ಅಣು ಪರೀಕ್ಷೆಯ ಪರಿಣಾಮ ಇರಬಹುದು ಎಂದು ಶಂಕಿಸಲಾಗಿದೆ. <box>483 1267 655 1316</box>
magenta-dot <box>466 2002 475 2011</box>
registration-marks <box>825 1996 869 2015</box>
column-author: ವಾಸುದೇವರಾವ್ ಕಕ್ಕಳಿಜೆ <box>35 541 115 552</box>
sign-text <box>158 819 244 852</box>
box-body: ರಾಜಣ್ಣ ಅವರ ನೇರ ನುಡಿ, ಸ್ವಾಭಿಮಾನದ ನಡೆ ಎಲ್ಲರಿಗೂ ಮಾದರಿ ಎಂದು ಉಪಮುಖ್ಯಮಂತ್ರಿ ಶ್ಲಾಘಿಸಿದರು. <box>683 1321 867 1344</box>
cyan-dot <box>115 2002 124 2011</box>
magenta-dot <box>1206 2002 1215 2011</box>
zodiac-icon: ✦ <box>24 756 40 772</box>
lamp-icon <box>1002 12 1026 36</box>
page-number: 02 <box>1062 50 1101 83</box>
divider <box>1098 1008 1099 1566</box>
box-title: ಸ್ಯಾಟ್ಸ್ ಹಾಜರಾತಿ ಪ್ರಯೋಜನಗಳೇನು? <box>493 1619 717 1646</box>
headline: ಬಡವರ ಕಷ್ಟಕ್ಕೆ ರಾಜಣ್ಣ ಸ್ಪಂದನೆ <box>676 1010 927 1039</box>
iran-quake-box <box>476 1226 662 1416</box>
registration-marks <box>1195 1996 1239 2015</box>
article-body <box>392 134 674 474</box>
registration-marks <box>455 1996 499 2015</box>
sign-forecast: ನಿಮ್ಮ ನಡೆನುಡಿ ಇತರರನ್ನು ಆಕರ್ಷಿಸಲಿದೆ. ಪ್ರಶಂಸೆ ಸಿಗಲಿದೆ. <box>44 934 119 966</box>
divider <box>668 1008 669 1566</box>
dateline: ಬೆಂಗಳೂರು: <box>24 1685 62 1696</box>
article-body-cont: ಸಕ್ಕರೆ ರಫ್ತು ಮಾಡಲು ಕಾರ್ಖಾನೆಗಳಿಗೆ ಅನುಮತಿ ನೀಡಬೇಕೆಂದು ಕೇಂದ್ರ ಸರ್ಕಾರಕ್ಕೆ ಸಕ್ಕರೆ ಸಚಿವ ಶಿವಾನಂದ ಪಾಟೀಲ ಆಗ್ರಹಿಸಿದರು. ರಾಜ್ಯದಲ್ಲಿ ಸಕ್ಕರೆ ಉತ್ಪಾದನೆ ಹೆಚ್ಚಾಗಿದ್ದು, ರೈತರಿಗೆ ಬಾಕಿ ಪಾವತಿ ಮಾಡಲು ಕಾರ್ಖಾನೆಗಳಿಗೆ ಅನುಕೂಲವಾಗಲಿದೆ. ಕಬ್ಬು ಬೆಳೆಗಾರರ ಹಿತದೃಷ್ಟಿಯಿಂದ ಕೇಂದ್ರ ತಕ್ಷಣ ಕ್ರಮ ಕೈಗೊಳ್ಳಬೇಕು. ಈ ಬಗ್ಗೆ ಕೇಂದ್ರ ಆಹಾರ ಸಚಿವರಿಗೆ ಪತ್ರ ಬರೆಯಲಾಗಿದೆ ಎಂದು ತಿಳಿಸಿದರು. <box>1108 875 1304 948</box>
sign-text <box>158 1027 244 1071</box>
magenta-dot <box>126 2002 135 2011</box>
black-dot <box>488 2002 497 2011</box>
heritage-visit-box <box>716 604 854 998</box>
zodiac-icon: ✦ <box>24 975 40 991</box>
horoscope-grid <box>24 756 244 1079</box>
horoscope-sign <box>138 923 244 967</box>
article-ward <box>268 1012 662 1158</box>
horoscope-sign <box>138 871 244 915</box>
kidi-nudi-title: ಕಿಡಿ ನುಡಿ <box>95 503 174 531</box>
body-text: ಅಂತಾರಾಷ್ಟ್ರೀಯ ಯೋಗ ದಿನಾಚರಣೆ ಅಂಗವಾಗಿ ವಿಧಾನಸೌಧದ ಮುಂಭಾಗದಲ್ಲಿ ಆಯೋಜಿಸಿದ್ದ ಕಾರ್ಯಕ್ರಮದಲ್ಲಿ ರಾಜ್ಯಪಾಲ ಥಾವರ್‌ಚಂದ್ ಗೆಹ್ಲೋಟ್ ಭಾಗವಹಿಸಿ ಯೋಗಾಸನ ಮಾಡಿದರು. ಯೋಗ ಭಾರತದ ಪ್ರಾಚೀನ ಪರಂಪರೆಯಾಗಿದ್ದು, ಎಲ್ಲರೂ ಆರೋಗ್ಯಕ್ಕಾಗಿ ನಿತ್ಯ ಯೋಗ ಮಾಡಬೇಕು ಎಂದರು. ಸಾವಿರಾರು ಜನರು ಸಾಮೂಹಿಕ ಯೋಗದಲ್ಲಿ ಪಾಲ್ಗೊಂಡರು. <box>948 1615 1304 1651</box>
zodiac-icon: ✦ <box>24 871 40 887</box>
zodiac-icon: ✦ <box>24 1027 40 1043</box>
horoscope-sign <box>138 819 244 863</box>
box-body: ಯೋಗಾಂಧ್ರ-2025 ಹೆಸರಿನಲ್ಲಿ ಅಂತಾರಾಷ್ಟ್ರೀಯ ಯೋಗ ದಿನ ಆಚರಿಸಿದ ಆಂಧ್ರಪ್ರದೇಶ ಸರ್ಕಾರ ಒಂದೇ ದಿನದಲ್ಲಿ 23 ವಿಶ್ವ ದಾಖಲೆ ಬರೆದಿದೆ. ಆಂಧ್ರ ಪ್ರದೇಶ ರಾಜ್ಯ 21 ಗಿನ್ನೆಸ್ ಬುಕ್ ಆಫ್ ವರ್ಲ್ಡ್ ಮತ್ತು 2 ವರ್ಲ್ಡ್ ಬುಕ್ ಆಫ್ ರೆಕಾರ್ಡ್ ಸೇರಿ ಒಟ್ಟು 23 ವಿಶ್ವ ದಾಖಲೆ ಬರೆದಿದೆ ಎಂದು ಮುಖ್ಯಮಂತ್ರಿ ನಾಯ್ಡು ಘೋಷಿಸಿದರು. <box>689 160 939 209</box>
row-rule <box>262 1004 1305 1005</box>
registration-marks <box>115 1996 159 2015</box>
quote-box <box>1108 706 1304 868</box>
paper-name: ಹೊಸ ದಿಗಂತ <box>1025 6 1167 44</box>
sign-text <box>158 756 244 800</box>
